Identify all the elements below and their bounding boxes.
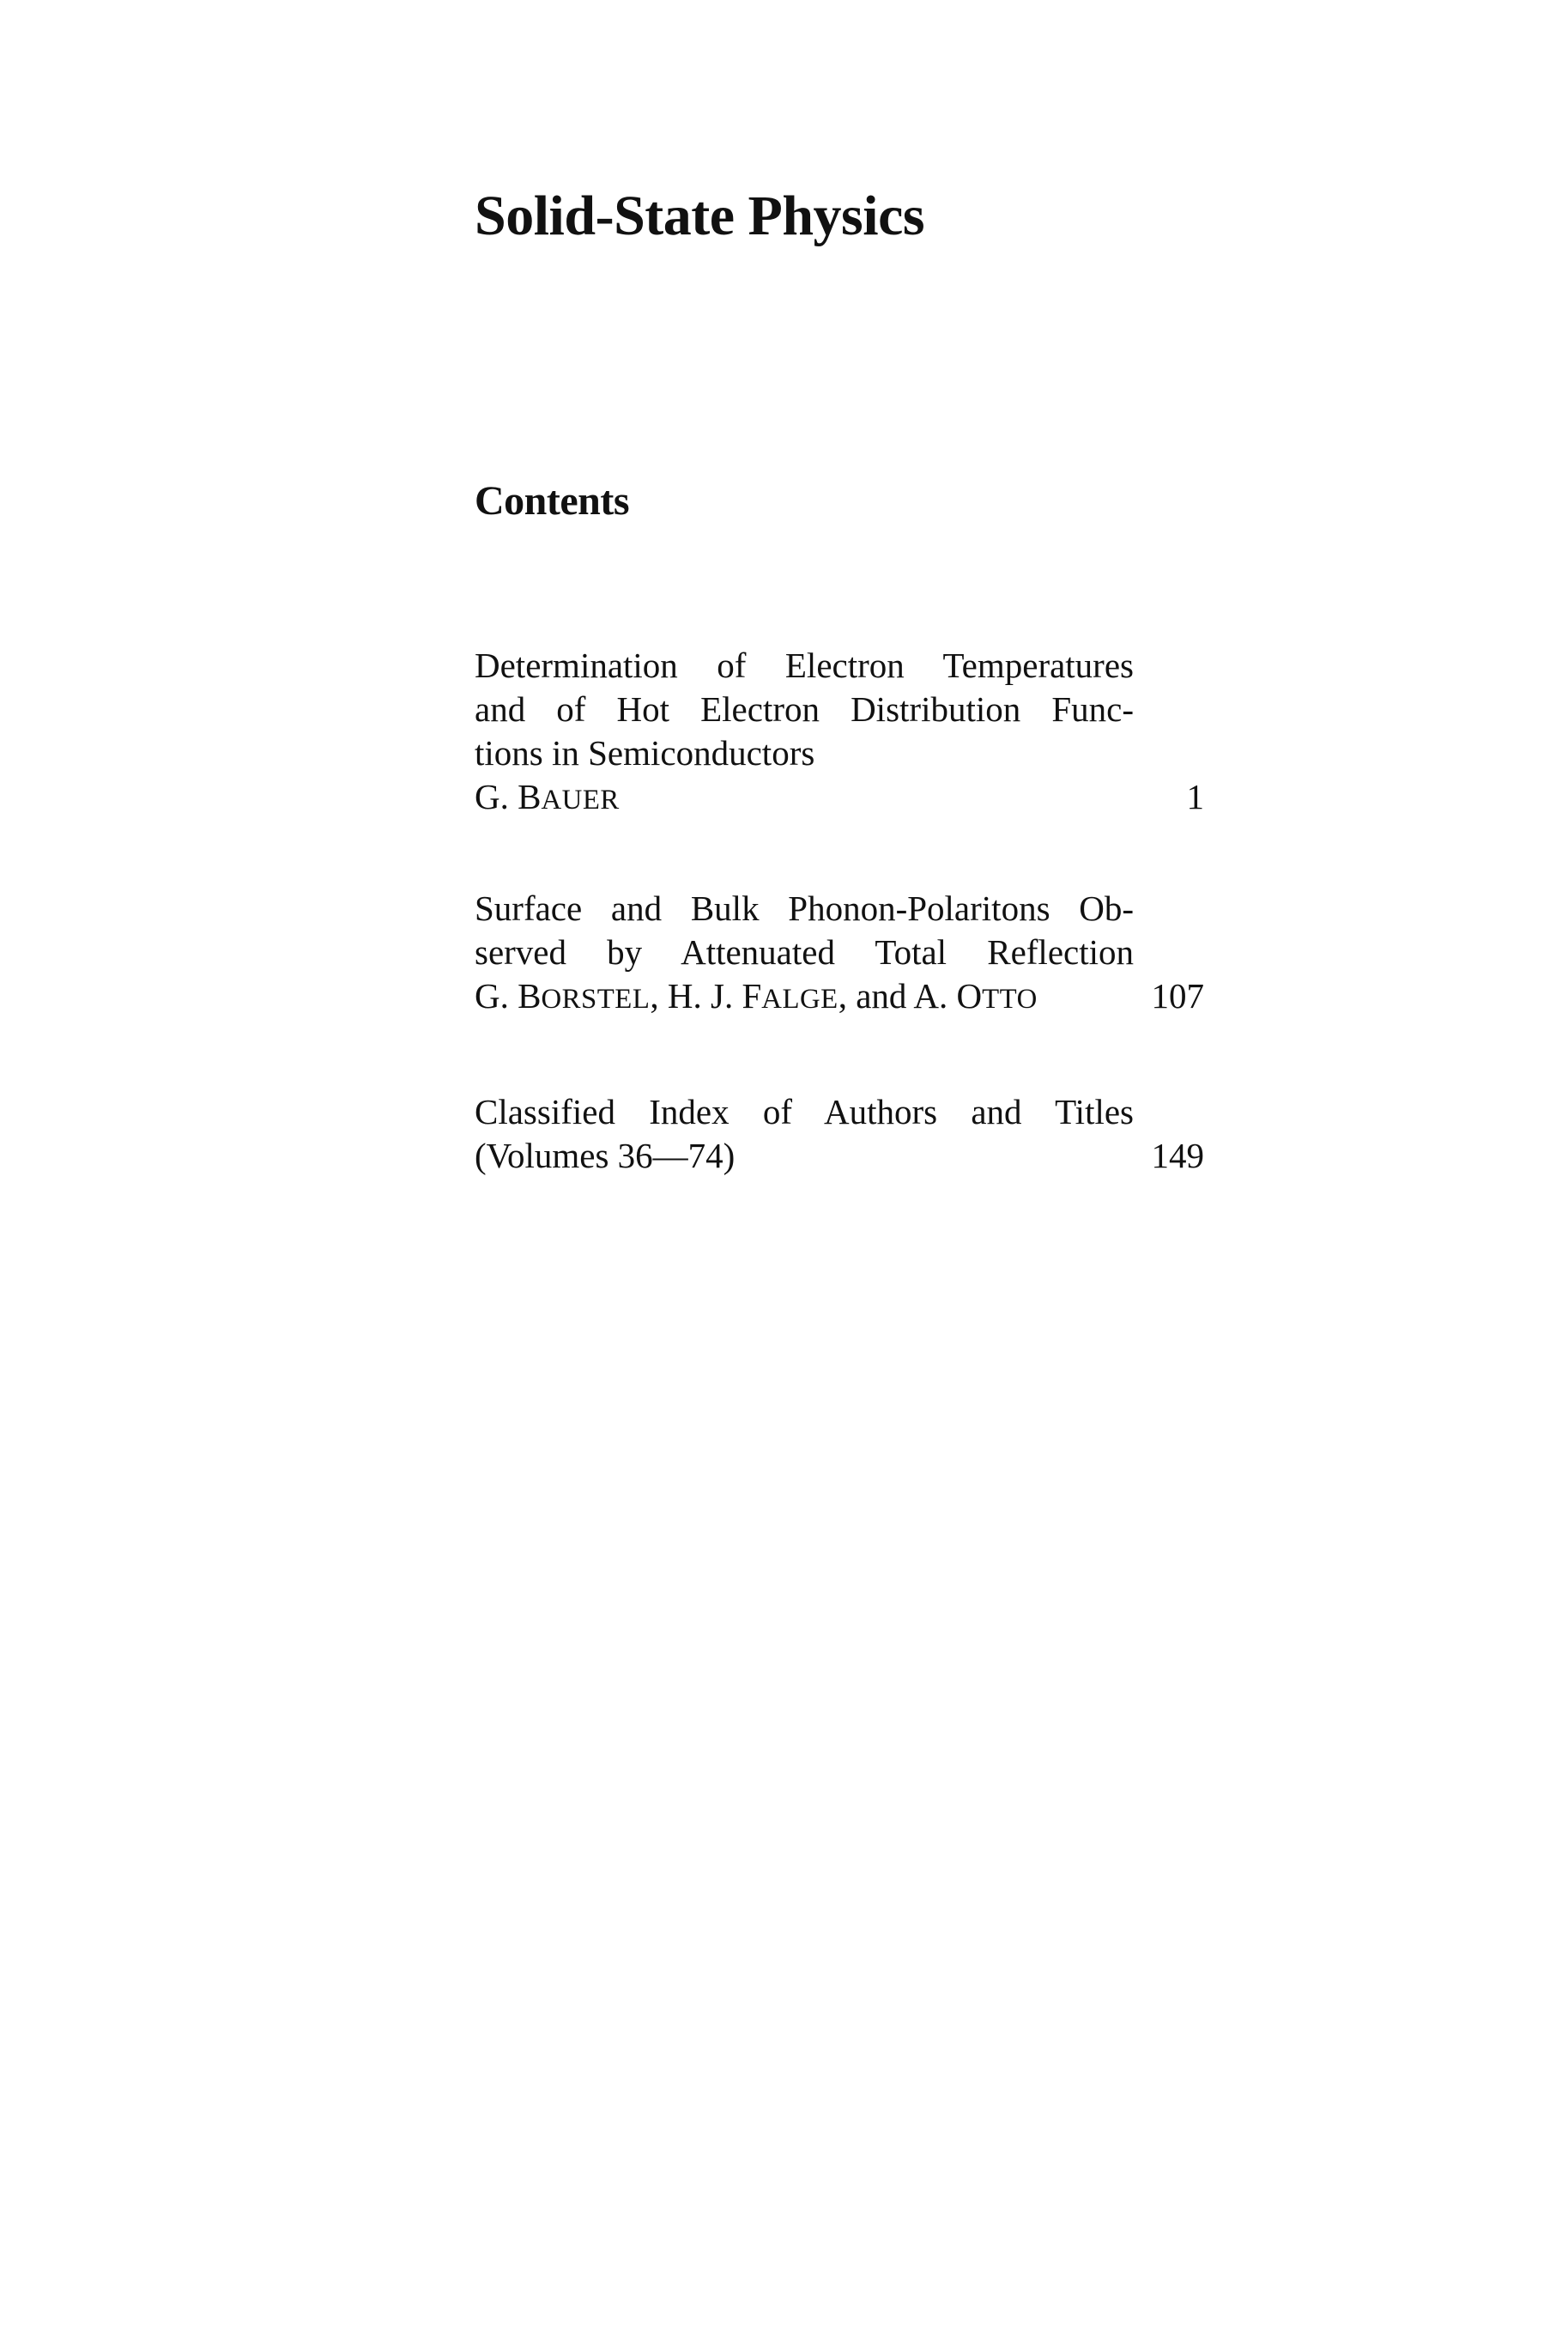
toc-entry-page-number[interactable]: 1: [1186, 777, 1204, 816]
book-title: Solid-State Physics: [475, 185, 925, 247]
toc-entry-title-line: served by Attenuated Total Reflection: [475, 932, 1134, 972]
toc-entry-title-line: (Volumes 36—74): [475, 1136, 736, 1175]
toc-entry-title-line: and of Hot Electron Distribution Func-: [475, 689, 1134, 729]
toc-entry-title-line: Determination of Electron Temperatures: [475, 646, 1134, 685]
contents-heading: Contents: [475, 478, 630, 524]
toc-entry-title-line: Surface and Bulk Phonon-Polaritons Ob-: [475, 888, 1134, 928]
toc-entry[interactable]: [475, 1090, 1204, 1178]
toc-entry-authors: G. BAUER: [475, 777, 620, 816]
toc-entry-title-line: Classified Index of Authors and Titles: [475, 1092, 1134, 1131]
toc-entry-title-line: tions in Semiconductors: [475, 733, 815, 773]
toc-entry[interactable]: [475, 887, 1204, 1018]
toc-entry[interactable]: [475, 644, 1204, 819]
toc-entry-page-number[interactable]: 149: [1151, 1136, 1204, 1175]
toc-entry-page-number[interactable]: 107: [1151, 976, 1204, 1016]
toc-entry-authors: G. BORSTEL, H. J. FALGE, and A. OTTO: [475, 976, 1038, 1016]
